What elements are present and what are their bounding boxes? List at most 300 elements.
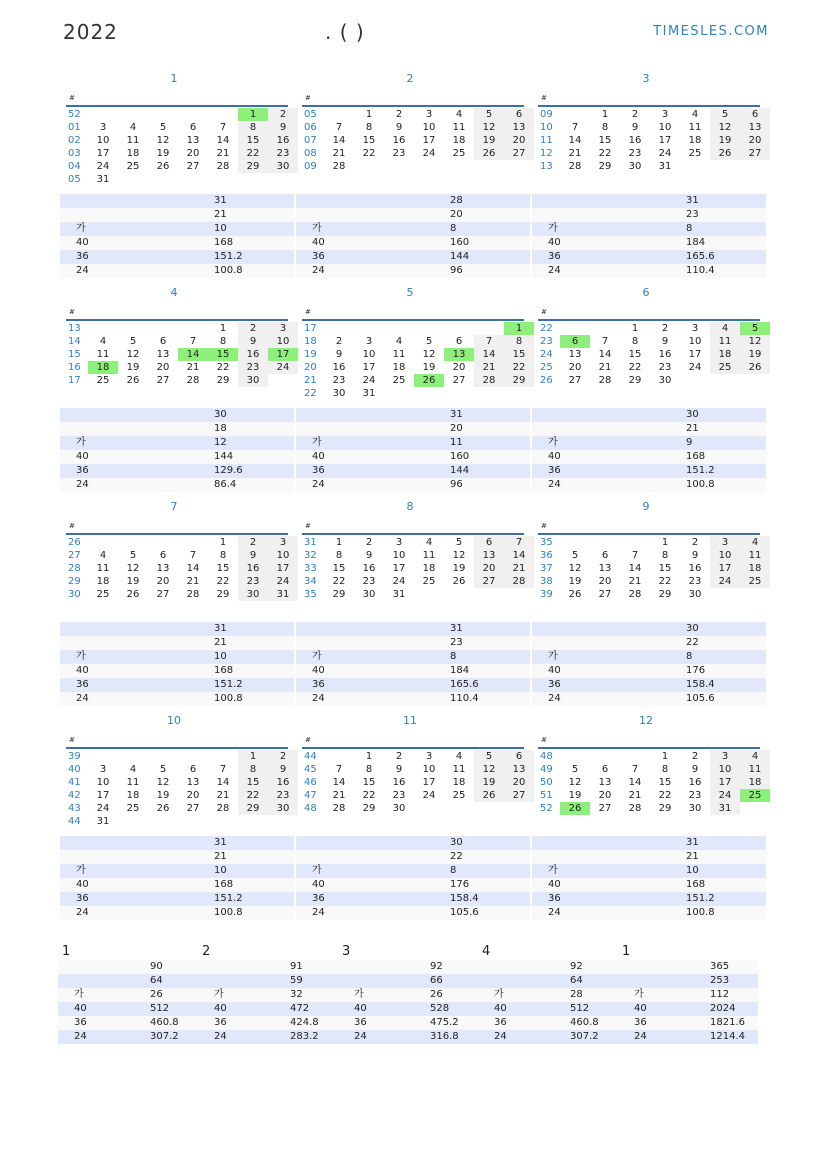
day-cell[interactable]: 22: [362, 790, 376, 801]
day-cell[interactable]: 1: [238, 750, 268, 763]
day-cell[interactable]: 9: [238, 335, 268, 348]
day-cell[interactable]: 17: [96, 790, 110, 801]
day-cell[interactable]: 6: [455, 336, 463, 347]
day-cell[interactable]: 24: [362, 375, 376, 386]
day-cell[interactable]: 5: [425, 336, 433, 347]
day-cell[interactable]: 7: [219, 122, 227, 133]
day-cell[interactable]: 18: [88, 361, 118, 374]
day-cell[interactable]: 4: [99, 336, 107, 347]
day-cell[interactable]: 31: [268, 588, 298, 601]
day-cell[interactable]: 18: [126, 148, 140, 159]
day-cell[interactable]: 15: [504, 348, 534, 361]
day-cell[interactable]: 18: [422, 563, 436, 574]
day-cell[interactable]: 28: [186, 375, 200, 386]
day-cell[interactable]: 26: [474, 147, 504, 160]
day-cell[interactable]: 1: [601, 109, 609, 120]
day-cell[interactable]: 1: [661, 537, 669, 548]
day-cell[interactable]: 25: [740, 575, 770, 588]
day-cell[interactable]: 16: [628, 135, 642, 146]
day-cell[interactable]: 17: [362, 362, 376, 373]
day-cell[interactable]: 30: [362, 589, 376, 600]
day-cell[interactable]: 11: [392, 349, 406, 360]
day-cell[interactable]: 11: [422, 550, 436, 561]
day-cell[interactable]: 14: [504, 549, 534, 562]
day-cell[interactable]: 4: [395, 336, 403, 347]
day-cell[interactable]: 20: [474, 562, 504, 575]
day-cell[interactable]: 12: [156, 777, 170, 788]
day-cell[interactable]: 22: [238, 147, 268, 160]
day-cell[interactable]: 4: [740, 750, 770, 763]
day-cell[interactable]: 18: [688, 135, 702, 146]
day-cell[interactable]: 13: [156, 349, 170, 360]
day-cell[interactable]: 13: [186, 777, 200, 788]
day-cell[interactable]: 27: [568, 375, 582, 386]
day-cell[interactable]: 26: [126, 589, 140, 600]
day-cell[interactable]: 8: [661, 550, 669, 561]
day-cell[interactable]: 18: [710, 348, 740, 361]
day-cell[interactable]: 24: [688, 362, 702, 373]
day-cell[interactable]: 17: [710, 776, 740, 789]
day-cell[interactable]: 10: [392, 550, 406, 561]
day-cell[interactable]: 28: [186, 589, 200, 600]
site-logo[interactable]: TIMESLES.COM: [653, 24, 769, 39]
day-cell[interactable]: 27: [452, 375, 466, 386]
day-cell[interactable]: 31: [710, 802, 740, 815]
day-cell[interactable]: 25: [96, 589, 110, 600]
day-cell[interactable]: 22: [504, 361, 534, 374]
day-cell[interactable]: 10: [422, 122, 436, 133]
day-cell[interactable]: 7: [601, 336, 609, 347]
day-cell[interactable]: 9: [335, 349, 343, 360]
day-cell[interactable]: 17: [268, 562, 298, 575]
day-cell[interactable]: 12: [740, 335, 770, 348]
day-cell[interactable]: 18: [740, 776, 770, 789]
day-cell[interactable]: 22: [598, 148, 612, 159]
day-cell[interactable]: 9: [395, 122, 403, 133]
day-cell[interactable]: 12: [126, 563, 140, 574]
day-cell[interactable]: 11: [96, 563, 110, 574]
day-cell[interactable]: 24: [710, 575, 740, 588]
day-cell[interactable]: 9: [268, 763, 298, 776]
day-cell[interactable]: 18: [392, 362, 406, 373]
day-cell[interactable]: 19: [126, 576, 140, 587]
day-cell[interactable]: 17: [658, 135, 672, 146]
day-cell[interactable]: 19: [474, 776, 504, 789]
day-cell[interactable]: 24: [658, 148, 672, 159]
day-cell[interactable]: 10: [268, 335, 298, 348]
day-cell[interactable]: 22: [332, 576, 346, 587]
day-cell[interactable]: 8: [238, 121, 268, 134]
day-cell[interactable]: 12: [156, 135, 170, 146]
day-cell[interactable]: 23: [238, 575, 268, 588]
day-cell[interactable]: 12: [474, 763, 504, 776]
day-cell[interactable]: 3: [268, 322, 298, 335]
day-cell[interactable]: 1: [365, 109, 373, 120]
day-cell[interactable]: 13: [598, 777, 612, 788]
day-cell[interactable]: 8: [365, 764, 373, 775]
day-cell[interactable]: 1: [219, 537, 227, 548]
day-cell[interactable]: 1: [238, 108, 268, 121]
day-cell[interactable]: 2: [335, 336, 343, 347]
day-cell[interactable]: 11: [688, 122, 702, 133]
day-cell[interactable]: 24: [96, 803, 110, 814]
day-cell[interactable]: 6: [159, 550, 167, 561]
day-cell[interactable]: 19: [710, 134, 740, 147]
day-cell[interactable]: 16: [392, 135, 406, 146]
day-cell[interactable]: 2: [238, 322, 268, 335]
day-cell[interactable]: 5: [474, 108, 504, 121]
day-cell[interactable]: 7: [504, 536, 534, 549]
day-cell[interactable]: 27: [156, 375, 170, 386]
day-cell[interactable]: 30: [628, 161, 642, 172]
day-cell[interactable]: 10: [96, 777, 110, 788]
day-cell[interactable]: 26: [156, 803, 170, 814]
day-cell[interactable]: 3: [395, 537, 403, 548]
day-cell[interactable]: 11: [740, 549, 770, 562]
day-cell[interactable]: 22: [658, 790, 672, 801]
day-cell[interactable]: 2: [691, 751, 699, 762]
day-cell[interactable]: 27: [156, 589, 170, 600]
day-cell[interactable]: 29: [628, 375, 642, 386]
day-cell[interactable]: 29: [598, 161, 612, 172]
day-cell[interactable]: 12: [568, 777, 582, 788]
day-cell[interactable]: 6: [740, 108, 770, 121]
day-cell[interactable]: 17: [688, 349, 702, 360]
day-cell[interactable]: 19: [156, 790, 170, 801]
day-cell[interactable]: 11: [96, 349, 110, 360]
day-cell[interactable]: 6: [504, 750, 534, 763]
day-cell[interactable]: 12: [710, 121, 740, 134]
day-cell[interactable]: 20: [598, 576, 612, 587]
day-cell[interactable]: 4: [455, 109, 463, 120]
day-cell[interactable]: 26: [710, 147, 740, 160]
day-cell[interactable]: 15: [658, 563, 672, 574]
day-cell[interactable]: 26: [560, 802, 590, 815]
day-cell[interactable]: 6: [601, 764, 609, 775]
day-cell[interactable]: 17: [422, 777, 436, 788]
day-cell[interactable]: 7: [571, 122, 579, 133]
day-cell[interactable]: 20: [568, 362, 582, 373]
day-cell[interactable]: 3: [710, 536, 740, 549]
day-cell[interactable]: 9: [631, 122, 639, 133]
day-cell[interactable]: 29: [362, 803, 376, 814]
day-cell[interactable]: 5: [455, 537, 463, 548]
day-cell[interactable]: 2: [365, 537, 373, 548]
day-cell[interactable]: 8: [631, 336, 639, 347]
day-cell[interactable]: 3: [425, 751, 433, 762]
day-cell[interactable]: 26: [740, 361, 770, 374]
day-cell[interactable]: 27: [598, 803, 612, 814]
day-cell[interactable]: 22: [628, 362, 642, 373]
day-cell[interactable]: 20: [598, 790, 612, 801]
day-cell[interactable]: 15: [332, 563, 346, 574]
day-cell[interactable]: 8: [219, 336, 227, 347]
day-cell[interactable]: 21: [504, 562, 534, 575]
day-cell[interactable]: 14: [628, 563, 642, 574]
day-cell[interactable]: 21: [186, 362, 200, 373]
day-cell[interactable]: 17: [710, 562, 740, 575]
day-cell[interactable]: 2: [238, 536, 268, 549]
day-cell[interactable]: 28: [628, 589, 642, 600]
day-cell[interactable]: 16: [238, 562, 268, 575]
day-cell[interactable]: 13: [156, 563, 170, 574]
day-cell[interactable]: 23: [238, 361, 268, 374]
day-cell[interactable]: 3: [661, 109, 669, 120]
day-cell[interactable]: 30: [392, 803, 406, 814]
day-cell[interactable]: 6: [474, 536, 504, 549]
day-cell[interactable]: 4: [455, 751, 463, 762]
day-cell[interactable]: 5: [474, 750, 504, 763]
day-cell[interactable]: 8: [661, 764, 669, 775]
day-cell[interactable]: 19: [126, 362, 140, 373]
day-cell[interactable]: 11: [710, 335, 740, 348]
day-cell[interactable]: 24: [268, 361, 298, 374]
day-cell[interactable]: 19: [474, 134, 504, 147]
day-cell[interactable]: 18: [96, 576, 110, 587]
day-cell[interactable]: 13: [740, 121, 770, 134]
day-cell[interactable]: 15: [628, 349, 642, 360]
day-cell[interactable]: 30: [688, 589, 702, 600]
day-cell[interactable]: 21: [332, 148, 346, 159]
day-cell[interactable]: 7: [335, 122, 343, 133]
day-cell[interactable]: 2: [268, 750, 298, 763]
day-cell[interactable]: 9: [268, 121, 298, 134]
day-cell[interactable]: 14: [628, 777, 642, 788]
day-cell[interactable]: 16: [688, 777, 702, 788]
day-cell[interactable]: 10: [710, 763, 740, 776]
day-cell[interactable]: 25: [452, 790, 466, 801]
day-cell[interactable]: 25: [688, 148, 702, 159]
day-cell[interactable]: 16: [392, 777, 406, 788]
day-cell[interactable]: 22: [216, 576, 230, 587]
day-cell[interactable]: 9: [365, 550, 373, 561]
day-cell[interactable]: 18: [452, 135, 466, 146]
day-cell[interactable]: 26: [414, 374, 444, 387]
day-cell[interactable]: 25: [126, 161, 140, 172]
day-cell[interactable]: 6: [504, 108, 534, 121]
day-cell[interactable]: 10: [710, 549, 740, 562]
day-cell[interactable]: 8: [238, 763, 268, 776]
day-cell[interactable]: 19: [568, 790, 582, 801]
day-cell[interactable]: 19: [156, 148, 170, 159]
day-cell[interactable]: 5: [129, 336, 137, 347]
day-cell[interactable]: 26: [156, 161, 170, 172]
day-cell[interactable]: 15: [208, 348, 238, 361]
day-cell[interactable]: 27: [186, 161, 200, 172]
day-cell[interactable]: 5: [740, 322, 770, 335]
day-cell[interactable]: 6: [189, 764, 197, 775]
day-cell[interactable]: 31: [362, 388, 376, 399]
day-cell[interactable]: 7: [631, 550, 639, 561]
day-cell[interactable]: 31: [658, 161, 672, 172]
day-cell[interactable]: 31: [96, 174, 110, 185]
day-cell[interactable]: 9: [661, 336, 669, 347]
day-cell[interactable]: 29: [504, 374, 534, 387]
day-cell[interactable]: 11: [126, 135, 140, 146]
day-cell[interactable]: 23: [392, 790, 406, 801]
day-cell[interactable]: 14: [474, 348, 504, 361]
day-cell[interactable]: 16: [268, 776, 298, 789]
day-cell[interactable]: 14: [332, 777, 346, 788]
day-cell[interactable]: 27: [504, 789, 534, 802]
day-cell[interactable]: 4: [710, 322, 740, 335]
day-cell[interactable]: 23: [628, 148, 642, 159]
day-cell[interactable]: 20: [504, 776, 534, 789]
day-cell[interactable]: 26: [452, 576, 466, 587]
day-cell[interactable]: 1: [365, 751, 373, 762]
day-cell[interactable]: 13: [474, 549, 504, 562]
day-cell[interactable]: 29: [332, 589, 346, 600]
day-cell[interactable]: 20: [156, 362, 170, 373]
day-cell[interactable]: 25: [452, 148, 466, 159]
day-cell[interactable]: 28: [628, 803, 642, 814]
day-cell[interactable]: 9: [691, 764, 699, 775]
day-cell[interactable]: 21: [474, 361, 504, 374]
day-cell[interactable]: 16: [268, 134, 298, 147]
day-cell[interactable]: 12: [568, 563, 582, 574]
day-cell[interactable]: 21: [628, 790, 642, 801]
day-cell[interactable]: 9: [238, 549, 268, 562]
day-cell[interactable]: 2: [395, 751, 403, 762]
day-cell[interactable]: 24: [268, 575, 298, 588]
day-cell[interactable]: 28: [504, 575, 534, 588]
day-cell[interactable]: 26: [474, 789, 504, 802]
day-cell[interactable]: 14: [568, 135, 582, 146]
day-cell[interactable]: 8: [504, 335, 534, 348]
day-cell[interactable]: 30: [238, 374, 268, 387]
day-cell[interactable]: 23: [688, 576, 702, 587]
day-cell[interactable]: 11: [126, 777, 140, 788]
day-cell[interactable]: 26: [568, 589, 582, 600]
day-cell[interactable]: 15: [362, 777, 376, 788]
day-cell[interactable]: 11: [452, 122, 466, 133]
day-cell[interactable]: 3: [710, 750, 740, 763]
day-cell[interactable]: 27: [598, 589, 612, 600]
day-cell[interactable]: 22: [658, 576, 672, 587]
day-cell[interactable]: 7: [219, 764, 227, 775]
day-cell[interactable]: 23: [392, 148, 406, 159]
day-cell[interactable]: 20: [740, 134, 770, 147]
day-cell[interactable]: 7: [335, 764, 343, 775]
day-cell[interactable]: 16: [688, 563, 702, 574]
day-cell[interactable]: 23: [268, 789, 298, 802]
day-cell[interactable]: 19: [422, 362, 436, 373]
day-cell[interactable]: 8: [365, 122, 373, 133]
day-cell[interactable]: 19: [568, 576, 582, 587]
day-cell[interactable]: 20: [504, 134, 534, 147]
day-cell[interactable]: 24: [392, 576, 406, 587]
day-cell[interactable]: 8: [335, 550, 343, 561]
day-cell[interactable]: 29: [216, 589, 230, 600]
day-cell[interactable]: 12: [452, 550, 466, 561]
day-cell[interactable]: 11: [452, 764, 466, 775]
day-cell[interactable]: 22: [238, 789, 268, 802]
day-cell[interactable]: 7: [189, 336, 197, 347]
day-cell[interactable]: 21: [568, 148, 582, 159]
day-cell[interactable]: 2: [395, 109, 403, 120]
day-cell[interactable]: 25: [740, 789, 770, 802]
day-cell[interactable]: 26: [126, 375, 140, 386]
day-cell[interactable]: 25: [710, 361, 740, 374]
day-cell[interactable]: 4: [99, 550, 107, 561]
day-cell[interactable]: 15: [238, 776, 268, 789]
day-cell[interactable]: 24: [422, 148, 436, 159]
day-cell[interactable]: 14: [178, 348, 208, 361]
day-cell[interactable]: 31: [96, 816, 110, 827]
day-cell[interactable]: 27: [474, 575, 504, 588]
day-cell[interactable]: 21: [186, 576, 200, 587]
day-cell[interactable]: 20: [452, 362, 466, 373]
day-cell[interactable]: 3: [425, 109, 433, 120]
day-cell[interactable]: 25: [126, 803, 140, 814]
day-cell[interactable]: 20: [186, 148, 200, 159]
day-cell[interactable]: 21: [332, 790, 346, 801]
day-cell[interactable]: 25: [96, 375, 110, 386]
day-cell[interactable]: 24: [422, 790, 436, 801]
day-cell[interactable]: 2: [268, 108, 298, 121]
day-cell[interactable]: 2: [691, 537, 699, 548]
day-cell[interactable]: 1: [504, 322, 534, 335]
day-cell[interactable]: 27: [504, 147, 534, 160]
day-cell[interactable]: 4: [740, 536, 770, 549]
day-cell[interactable]: 14: [186, 563, 200, 574]
day-cell[interactable]: 28: [568, 161, 582, 172]
day-cell[interactable]: 23: [362, 576, 376, 587]
day-cell[interactable]: 22: [216, 362, 230, 373]
day-cell[interactable]: 19: [452, 563, 466, 574]
day-cell[interactable]: 21: [598, 362, 612, 373]
day-cell[interactable]: 14: [598, 349, 612, 360]
day-cell[interactable]: 10: [658, 122, 672, 133]
day-cell[interactable]: 5: [571, 764, 579, 775]
day-cell[interactable]: 1: [631, 323, 639, 334]
day-cell[interactable]: 28: [598, 375, 612, 386]
day-cell[interactable]: 30: [658, 375, 672, 386]
day-cell[interactable]: 9: [395, 764, 403, 775]
day-cell[interactable]: 3: [691, 323, 699, 334]
day-cell[interactable]: 13: [504, 763, 534, 776]
day-cell[interactable]: 30: [268, 160, 298, 173]
day-cell[interactable]: 16: [238, 348, 268, 361]
day-cell[interactable]: 8: [601, 122, 609, 133]
day-cell[interactable]: 3: [99, 764, 107, 775]
day-cell[interactable]: 14: [216, 135, 230, 146]
day-cell[interactable]: 28: [474, 374, 504, 387]
day-cell[interactable]: 6: [159, 336, 167, 347]
day-cell[interactable]: 17: [392, 563, 406, 574]
day-cell[interactable]: 21: [216, 790, 230, 801]
day-cell[interactable]: 15: [658, 777, 672, 788]
day-cell[interactable]: 16: [332, 362, 346, 373]
day-cell[interactable]: 6: [560, 335, 590, 348]
day-cell[interactable]: 10: [422, 764, 436, 775]
day-cell[interactable]: 24: [96, 161, 110, 172]
day-cell[interactable]: 4: [425, 537, 433, 548]
day-cell[interactable]: 31: [392, 589, 406, 600]
day-cell[interactable]: 7: [474, 335, 504, 348]
day-cell[interactable]: 20: [186, 790, 200, 801]
day-cell[interactable]: 2: [631, 109, 639, 120]
day-cell[interactable]: 5: [159, 122, 167, 133]
day-cell[interactable]: 18: [126, 790, 140, 801]
day-cell[interactable]: 27: [186, 803, 200, 814]
day-cell[interactable]: 17: [96, 148, 110, 159]
day-cell[interactable]: 3: [365, 336, 373, 347]
day-cell[interactable]: 18: [452, 777, 466, 788]
day-cell[interactable]: 13: [444, 348, 474, 361]
day-cell[interactable]: 1: [335, 537, 343, 548]
day-cell[interactable]: 10: [362, 349, 376, 360]
